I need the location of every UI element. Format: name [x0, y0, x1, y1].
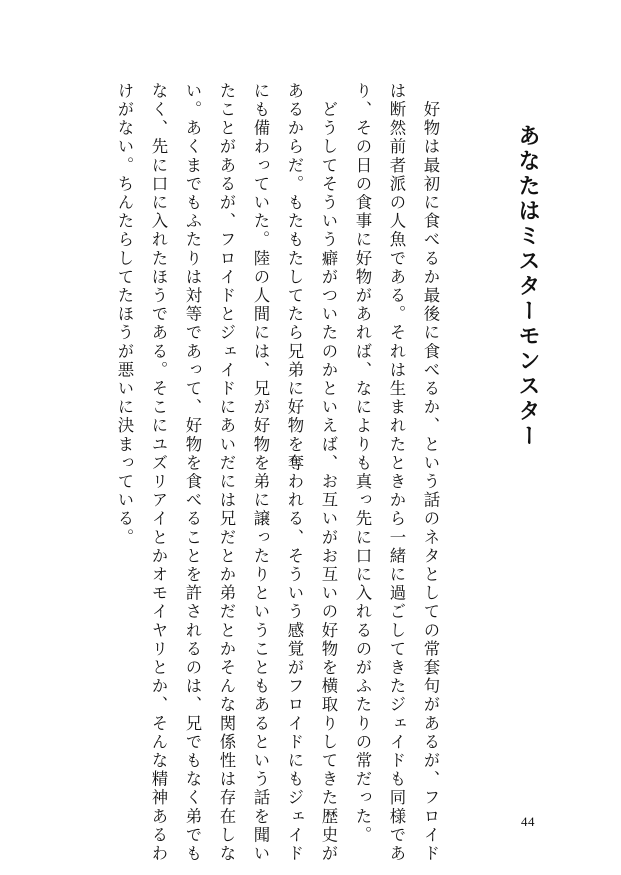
body-text [100, 82, 440, 864]
body-line: は断然前者派の人魚である。それは生まれたときから一緒に過ごしてきたジェイドも同様であ [387, 82, 406, 864]
body-line: けがない。ちんたらしてたほうが悪いに決まっている。 [115, 82, 134, 547]
body-line: にも備わっていた。陸の人間には、兄が好物を弟に譲ったりということもあるという話を聞い [251, 82, 270, 864]
body-line: い。あくまでもふたりは対等であって、好物を食べることを許されるのは、兄でもなく弟でも [183, 82, 202, 864]
page-number: 44 [521, 814, 535, 829]
chapter-title: あなたはミスターモンスター [515, 124, 541, 449]
body-line: たことがあるが、フロイドとジェイドにあいだには兄だとか弟だとかそんな関係性は存在しな [217, 82, 236, 864]
body-line: どうしてそういう癖がついたのかといえば、お互いがお互いの好物を横取りしてきた歴史が [319, 82, 338, 864]
body-line: 好物は最初に食べるか最後に食べるか、という話のネタとしての常套句があるが、フロイド [421, 82, 440, 864]
body-line: あるからだ。もたもたしてたら兄弟に好物を奪われる、そういう感覚がフロイドにもジェイド [285, 82, 304, 864]
body-line: り、その日の食事に好物があれば、なによりも真っ先に口に入れるのがふたりの常だった。 [353, 82, 372, 845]
body-line: なく、先に口に入れたほうである。そこにユズリアイとかオモイヤリとか、そんな精神あるわ [149, 82, 168, 864]
